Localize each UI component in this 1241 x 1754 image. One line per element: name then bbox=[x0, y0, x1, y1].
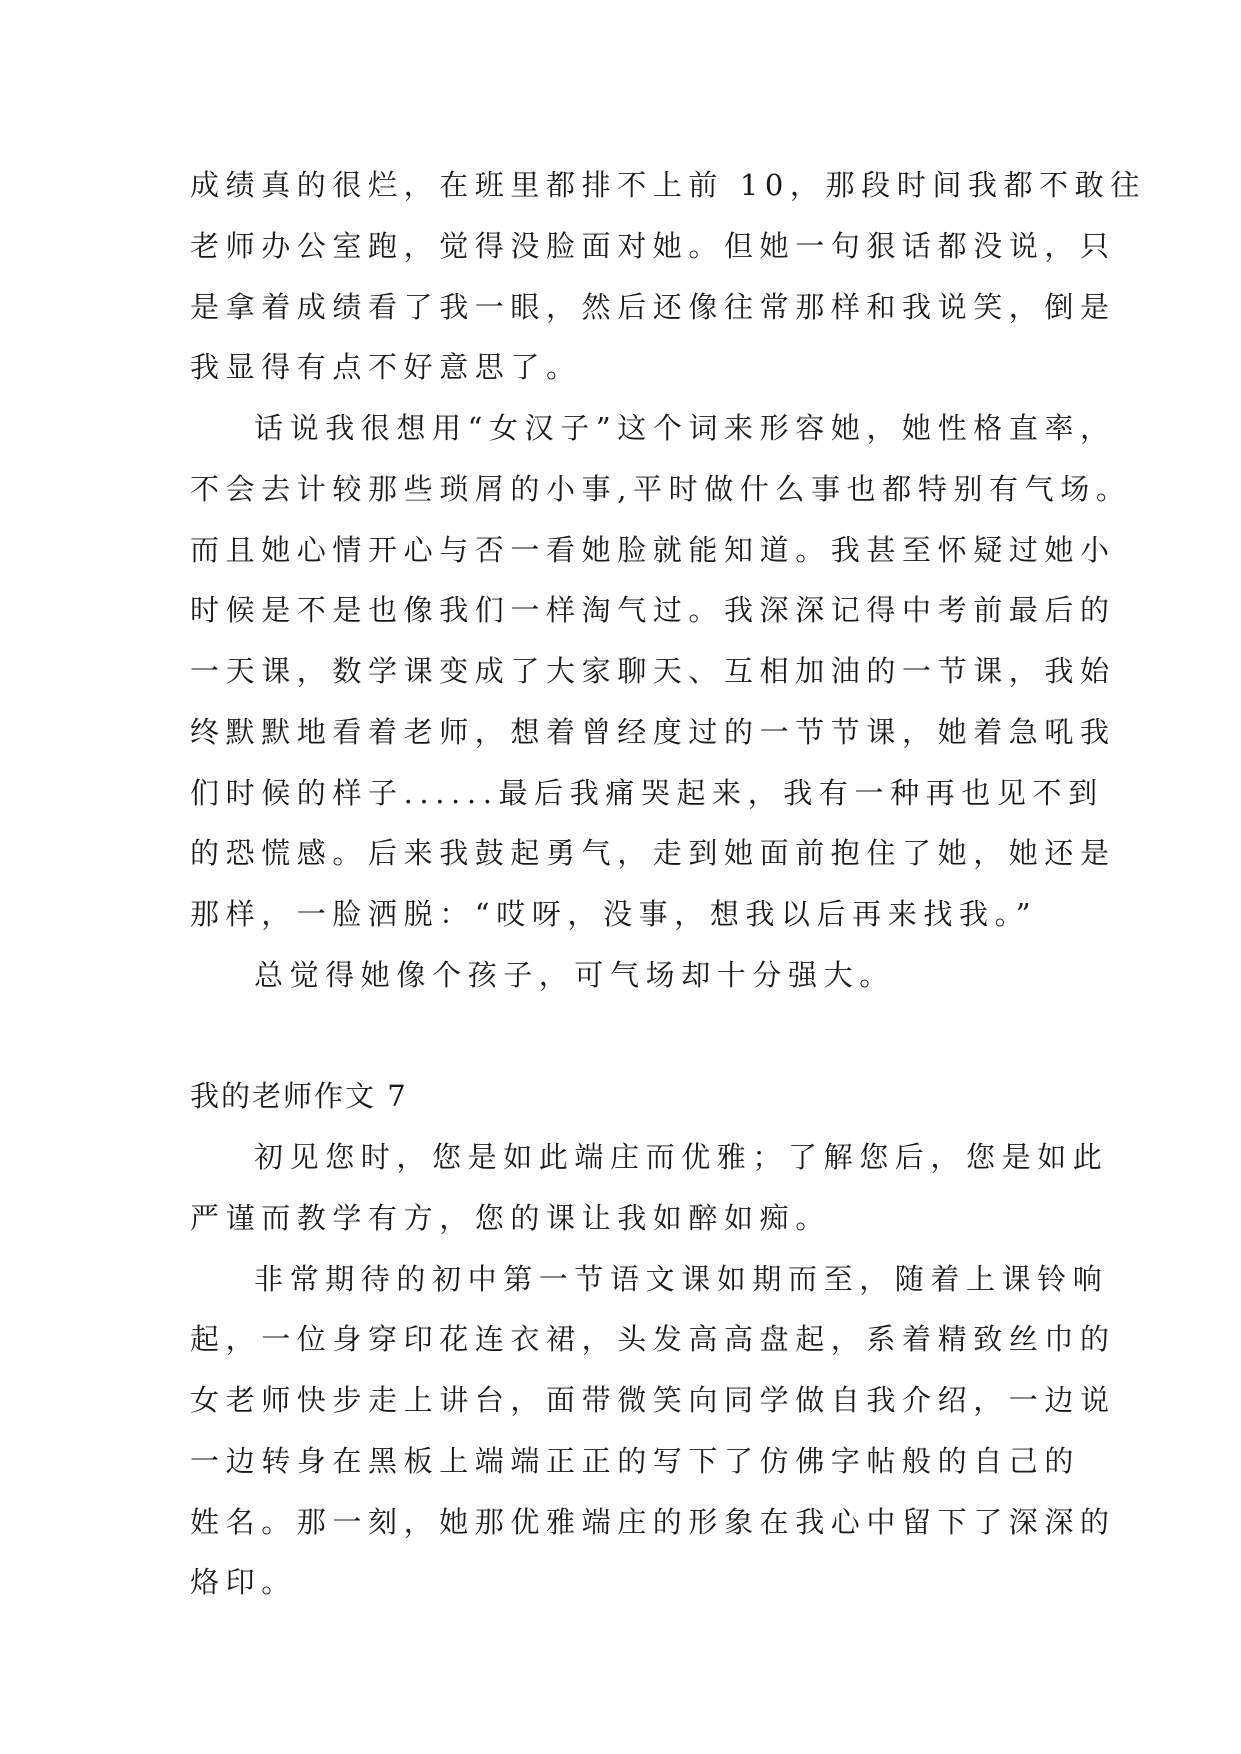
text-line: 是拿着成绩看了我一眼，然后还像往常那样和我说笑，倒是 bbox=[190, 290, 1116, 324]
text-line: 一边转身在黑板上端端正正的写下了仿佛字帖般的自己的 bbox=[190, 1444, 1081, 1478]
text-line: 我显得有点不好意思了。 bbox=[190, 350, 582, 384]
text-line: 不会去计较那些琐屑的小事,平时做什么事也都特别有气场。 bbox=[190, 472, 1132, 506]
text-line: 烙印。 bbox=[190, 1565, 297, 1599]
text-line: 姓名。那一刻，她那优雅端庄的形象在我心中留下了深深的 bbox=[190, 1505, 1116, 1539]
text-line: 终默默地看着老师，想着曾经度过的一节节课，她着急吼我 bbox=[190, 715, 1116, 749]
text-line: 老师办公室跑，觉得没脸面对她。但她一句狠话都没说，只 bbox=[190, 229, 1116, 263]
text-line: 的恐慌感。后来我鼓起勇气，走到她面前抱住了她，她还是 bbox=[190, 836, 1116, 870]
text-line: 一天课，数学课变成了大家聊天、互相加油的一节课，我始 bbox=[190, 654, 1116, 688]
text-line: 成绩真的很烂，在班里都排不上前 10，那段时间我都不敢往 bbox=[190, 168, 1146, 202]
text-line: 女老师快步走上讲台，面带微笑向同学做自我介绍，一边说 bbox=[190, 1383, 1116, 1417]
text-line: 严谨而教学有方，您的课让我如醉如痴。 bbox=[190, 1201, 831, 1235]
text-line: 们时候的样子......最后我痛哭起来，我有一种再也见不到 bbox=[190, 776, 1104, 810]
text-line: 总觉得她像个孩子，可气场却十分强大。 bbox=[254, 958, 895, 992]
text-line: 那样，一脸洒脱：“哎呀，没事，想我以后再来找我。” bbox=[190, 897, 1038, 931]
text-line: 非常期待的初中第一节语文课如期而至，随着上课铃响 bbox=[254, 1262, 1109, 1296]
text-line: 而且她心情开心与否一看她脸就能知道。我甚至怀疑过她小 bbox=[190, 533, 1116, 567]
text-line: 话说我很想用“女汉子”这个词来形容她，她性格直率， bbox=[254, 411, 1116, 445]
text-line: 初见您时，您是如此端庄而优雅；了解您后，您是如此 bbox=[254, 1140, 1109, 1174]
section-title: 我的老师作文 7 bbox=[190, 1079, 408, 1113]
text-line: 起，一位身穿印花连衣裙，头发高高盘起，系着精致丝巾的 bbox=[190, 1322, 1116, 1356]
text-line: 时候是不是也像我们一样淘气过。我深深记得中考前最后的 bbox=[190, 593, 1116, 627]
